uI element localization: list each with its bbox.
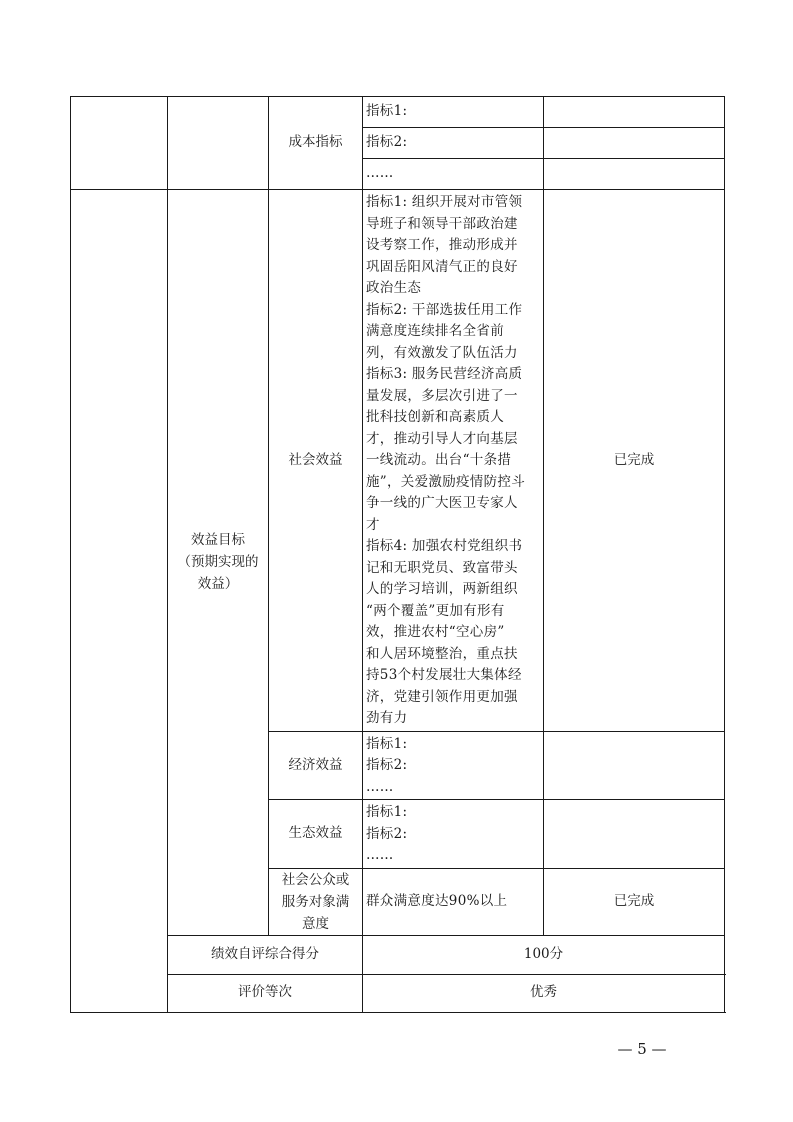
satisfaction-label-line1: 社会公众或 [281,871,350,888]
ecological-benefit-label: 生态效益 [269,800,363,869]
blank-cell-col1-lower [71,190,168,1013]
social-indicator-line: 满意度连续排名全省前 [366,323,504,339]
economic-benefit-status [544,731,725,800]
ecological-benefit-status [544,800,725,869]
economic-indicator-2: 指标2: [366,757,408,773]
grade-label: 评价等次 [168,974,363,1012]
social-indicator-line: 指标4: 加强农村党组织书 [366,538,523,554]
satisfaction-label-line3: 意度 [302,915,329,932]
cost-indicator-2-status [544,128,725,159]
social-indicator-line: 人的学习培训，两新组织 [366,581,518,597]
performance-evaluation-table [70,96,725,1013]
social-indicator-line: “两个覆盖”更加有形有 [366,602,505,619]
satisfaction-label-line2: 服务对象满 [281,893,350,910]
economic-benefit-label: 经济效益 [269,731,363,800]
cost-indicator-2: 指标2: [363,128,544,159]
social-indicator-line: 量发展，多层次引进了一 [366,387,518,404]
social-indicator-line: 批科技创新和高素质人 [366,409,504,425]
ecological-indicator-1: 指标1: [366,804,408,820]
social-indicator-line: 指标1: 组织开展对市管领 [366,194,523,210]
social-indicator-line: 设考察工作，推动形成并 [366,237,518,253]
social-indicator-line: 指标3: 服务民营经济高质 [366,366,523,382]
satisfaction-label [269,868,363,935]
ecological-indicator-more: …… [366,847,394,863]
benefit-target-label [168,190,269,936]
social-indicator-line: 效，推进农村“空心房” [366,624,505,640]
social-indicator-line: 指标2: 干部选拔任用工作 [366,301,523,318]
social-benefit-status: 已完成 [544,190,725,732]
social-indicator-line: 争一线的广大医卫专家人 [366,495,518,511]
page-number: — 5 — [617,1040,667,1058]
satisfaction-indicator: 群众满意度达90%以上 [363,868,544,935]
cost-indicator-1-status [544,97,725,128]
economic-benefit-indicators [363,731,544,800]
social-benefit-label: 社会效益 [269,190,363,732]
score-value: 100分 [363,935,725,974]
social-indicator-line: 施”，关爱激励疫情防控斗 [366,473,526,490]
blank-cell-col1 [71,97,168,190]
satisfaction-status: 已完成 [544,868,725,935]
cost-indicator-label: 成本指标 [269,97,363,190]
cost-indicator-more-status [544,159,725,190]
social-indicator-line: 劲有力 [366,710,408,726]
economic-indicator-more: …… [366,778,394,795]
social-indicator-line: 导班子和领导干部政治建 [366,215,518,232]
grade-value: 优秀 [363,974,725,1012]
social-benefit-indicators [363,190,544,732]
ecological-indicator-2: 指标2: [366,825,408,842]
benefit-target-line1: 效益目标 [191,532,245,549]
social-indicator-line: 持53个村发展壮大集体经 [366,667,522,683]
social-indicator-line: 政治生态 [366,280,422,296]
social-indicator-line: 才，推动引导人才向基层 [366,430,518,447]
social-indicator-line: 列，有效激发了队伍活力 [366,344,518,361]
social-indicator-line: 才 [366,516,380,533]
ecological-benefit-indicators [363,800,544,869]
blank-cell-col2 [168,97,269,190]
social-indicator-line: 一线流动。出台“十条措 [366,452,512,468]
score-label: 绩效自评综合得分 [168,935,363,974]
social-indicator-line: 记和无职党员、致富带头 [366,559,518,576]
benefit-target-line3: 效益） [197,576,239,593]
social-indicator-line: 和人居环境整治，重点扶 [366,645,518,662]
cost-indicator-1: 指标1: [363,97,544,128]
cost-indicator-more: …… [363,159,544,190]
benefit-target-line2: （预期实现的 [177,554,259,571]
social-indicator-line: 济，党建引领作用更加强 [366,688,518,705]
economic-indicator-1: 指标1: [366,735,408,752]
social-indicator-line: 巩固岳阳风清气正的良好 [366,258,518,275]
